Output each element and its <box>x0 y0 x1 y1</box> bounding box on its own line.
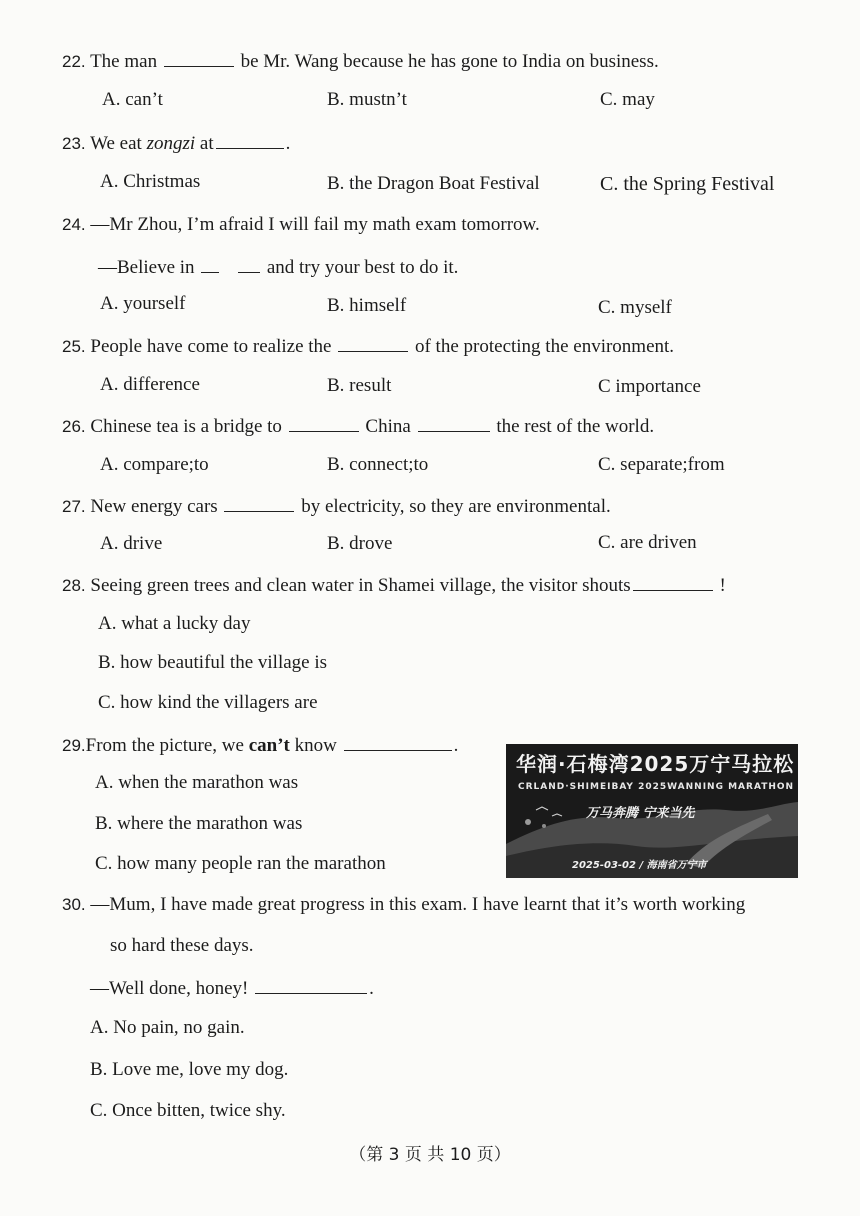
poster-slogan: 万马奔腾 宁来当先 <box>586 806 695 821</box>
question-text: Seeing green trees and clean water in Shamei village, the visitor shouts <box>90 575 631 596</box>
poster-date: 2025-03-02 / 海南省万宁市 <box>572 860 707 871</box>
answer-blank[interactable] <box>238 254 260 273</box>
option-b[interactable]: B. Love me, love my dog. <box>90 1059 289 1080</box>
option-b[interactable]: B. himself <box>327 295 407 316</box>
marathon-poster-image <box>506 744 798 878</box>
option-a[interactable]: A. when the marathon was <box>95 772 299 793</box>
question-text: We eat <box>90 133 142 154</box>
question-29 <box>62 732 458 758</box>
answer-blank[interactable] <box>289 413 359 432</box>
question-number: 26. <box>62 417 86 436</box>
question-text: . <box>369 978 374 999</box>
question-text: China <box>365 416 411 437</box>
question-number: 24. <box>62 215 86 234</box>
question-24 <box>62 213 540 237</box>
answer-blank[interactable] <box>344 732 452 751</box>
question-number: 22. <box>62 52 86 71</box>
option-b[interactable]: B. result <box>327 375 392 396</box>
question-text: be Mr. Wang because he has gone to India on business. <box>240 51 659 72</box>
question-text: by electricity, so they are environmental. <box>301 496 611 517</box>
question-26 <box>62 413 654 439</box>
answer-blank[interactable] <box>164 48 234 67</box>
question-text: —Well done, honey! <box>90 978 249 999</box>
option-c[interactable]: C. the Spring Festival <box>600 173 775 195</box>
question-text: of the protecting the environment. <box>414 336 675 357</box>
option-c[interactable]: C. are driven <box>598 532 697 553</box>
question-30-line2: so hard these days. <box>110 935 254 956</box>
question-number: 25. <box>62 337 86 356</box>
question-27 <box>62 493 611 519</box>
question-22 <box>62 48 659 74</box>
option-a[interactable]: A. drive <box>100 533 163 554</box>
question-text: —Mr Zhou, I’m afraid I will fail my math exam tomorrow. <box>90 214 540 235</box>
answer-blank[interactable] <box>633 572 713 591</box>
option-c[interactable]: C. Once bitten, twice shy. <box>90 1100 286 1121</box>
option-c[interactable]: C. separate;from <box>598 454 725 475</box>
option-b[interactable]: B. connect;to <box>327 454 429 475</box>
question-bold-word: can’t <box>248 735 290 756</box>
option-a[interactable]: A. can’t <box>102 89 163 110</box>
option-b[interactable]: B. drove <box>327 533 393 554</box>
option-c[interactable]: C. may <box>600 89 655 110</box>
question-text: and try your best to do it. <box>266 257 459 278</box>
option-a[interactable]: A. yourself <box>100 293 186 314</box>
question-text: know <box>294 735 337 756</box>
option-a[interactable]: A. Christmas <box>100 171 201 192</box>
question-23 <box>62 130 290 156</box>
question-number: 30. <box>62 895 86 914</box>
question-30 <box>62 893 745 917</box>
answer-blank[interactable] <box>216 130 284 149</box>
option-a[interactable]: A. compare;to <box>100 454 209 475</box>
question-text: The man <box>90 51 158 72</box>
option-c[interactable]: C. how kind the villagers are <box>98 692 318 713</box>
question-number: 23. <box>62 134 86 153</box>
option-c[interactable]: C importance <box>598 376 701 397</box>
question-text: —Believe in <box>98 257 195 278</box>
option-b[interactable]: B. mustn’t <box>327 89 407 110</box>
question-number: 29. <box>62 736 86 755</box>
option-b[interactable]: B. where the marathon was <box>95 813 303 834</box>
question-24-line2 <box>98 254 458 280</box>
question-text: Chinese tea is a bridge to <box>90 416 282 437</box>
question-number: 28. <box>62 576 86 595</box>
question-text: New energy cars <box>90 496 218 517</box>
poster-title: 华润·石梅湾2025万宁马拉松 <box>516 752 795 776</box>
option-b[interactable]: B. how beautiful the village is <box>98 652 328 673</box>
option-a[interactable]: A. No pain, no gain. <box>90 1017 245 1038</box>
question-text: . <box>285 133 291 154</box>
question-italic-word: zongzi <box>146 133 196 154</box>
question-text: People have come to realize the <box>90 336 332 357</box>
question-text: ! <box>719 575 726 596</box>
question-number: 27. <box>62 497 86 516</box>
question-25 <box>62 333 674 359</box>
answer-blank[interactable] <box>338 333 408 352</box>
answer-blank[interactable] <box>255 975 367 994</box>
question-text: —Mum, I have made great progress in this exam. I have learnt that it’s worth working <box>90 894 746 915</box>
question-text: the rest of the world. <box>496 416 655 437</box>
option-b[interactable]: B. the Dragon Boat Festival <box>327 173 540 194</box>
option-c[interactable]: C. myself <box>598 297 672 318</box>
page-footer: （第 3 页 共 10 页） <box>349 1145 511 1165</box>
question-text: From the picture, we <box>85 735 244 756</box>
answer-blank[interactable] <box>201 254 219 273</box>
answer-blank[interactable] <box>224 493 294 512</box>
question-28 <box>62 572 726 598</box>
option-a[interactable]: A. difference <box>100 374 200 395</box>
question-30-line3 <box>90 975 374 1001</box>
answer-blank[interactable] <box>418 413 490 432</box>
option-c[interactable]: C. how many people ran the marathon <box>95 853 386 874</box>
question-text: at <box>199 133 214 154</box>
poster-subtitle: CRLAND·SHIMEIBAY 2025WANNING MARATHON <box>518 782 795 792</box>
question-text: . <box>453 735 459 756</box>
option-a[interactable]: A. what a lucky day <box>98 613 251 634</box>
